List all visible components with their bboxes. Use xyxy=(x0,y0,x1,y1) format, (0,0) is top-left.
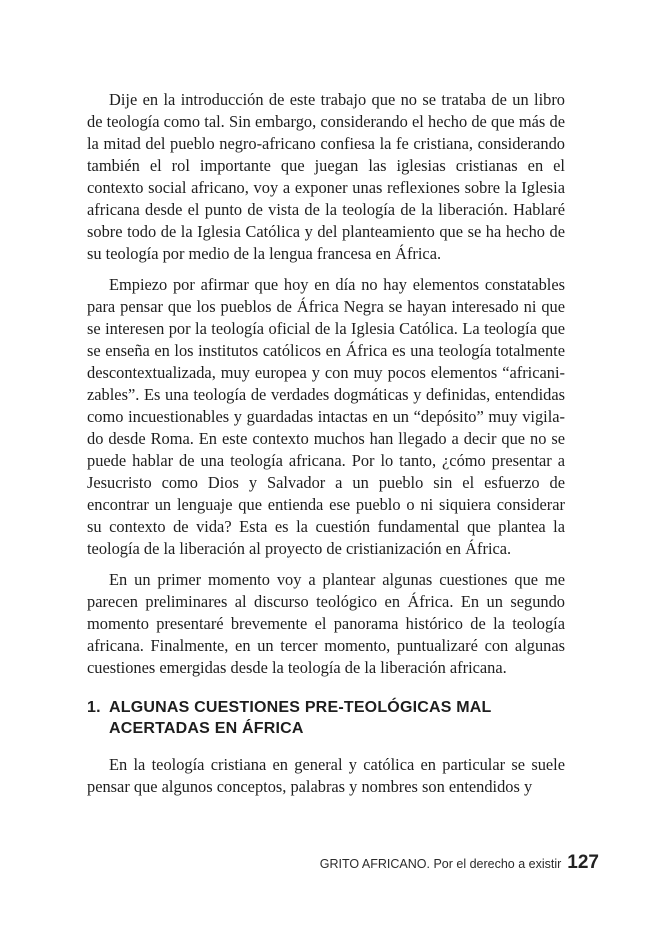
paragraph-intro: Dije en la introducción de este trabajo que no se trataba de un libro de teología como tal. Sin embargo, considerando el hecho de que más de la mitad del pueblo negro-africano confiesa la fe cristiana, considerando también el rol importante que juegan las iglesias cristianas en el contexto social africano, voy a exponer unas reflexiones sobre la Iglesia africana desde el punto de vista de la teología de la liberación. Hablaré sobre todo de la Iglesia Católica y del planteamiento que se ha hecho de su teología por medio de la lengua francesa en África. xyxy=(87,90,565,263)
paragraph-outline: En un primer momento voy a plantear algunas cuestiones que me parecen preliminares al discurso teológico en África. En un segundo momento presentaré brevemente el panorama histórico de la teología africana. Finalmente, en un tercer momento, puntualizaré con algunas cuestiones emergidas desde la teología de la liberación africana. xyxy=(87,570,565,677)
page-number: 127 xyxy=(567,852,599,873)
running-title: GRITO AFRICANO. Por el derecho a existir xyxy=(319,857,562,871)
paragraph-section-start: En la teología cristiana en general y católica en particular se suele pensar que algunos conceptos, palabras y nombres son entendidos y xyxy=(87,755,565,796)
section-title: ALGUNAS CUESTIONES PRE-TEOLÓGICAS MAL ACERTADAS EN ÁFRICA xyxy=(109,699,492,737)
section-body xyxy=(87,754,565,798)
section-number: 1. xyxy=(87,699,101,716)
page-footer xyxy=(320,852,599,874)
body-text xyxy=(87,89,565,688)
section-heading xyxy=(87,697,565,739)
paragraph-theology-critique: Empiezo por afirmar que hoy en día no hay elementos constatables para pensar que los pueblos de África Negra se hayan interesado ni que se interesen por la teología oficial de la Iglesia Católica. La teología que se enseña en los institutos católicos en África es una teología totalmente descontextualizada, muy europea y con muy pocos elementos “africanizables”. Es una teología de verdades dogmáticas y definidas, entendidas como incuestionables y guardadas intactas en un “depósito” muy vigilado desde Roma. En este contexto muchos han llegado a decir que no se puede hablar de una teología africana. Por lo tanto, ¿cómo presentar a Jesucristo como Dios y Salvador a un pueblo sin el esfuerzo de encontrar un lenguaje que entienda ese pueblo o ni siquiera considerar su contexto de vida? Esta es la cuestión fundamental que plantea la teología de la liberación al proyecto de cristianización en África. xyxy=(87,275,565,558)
